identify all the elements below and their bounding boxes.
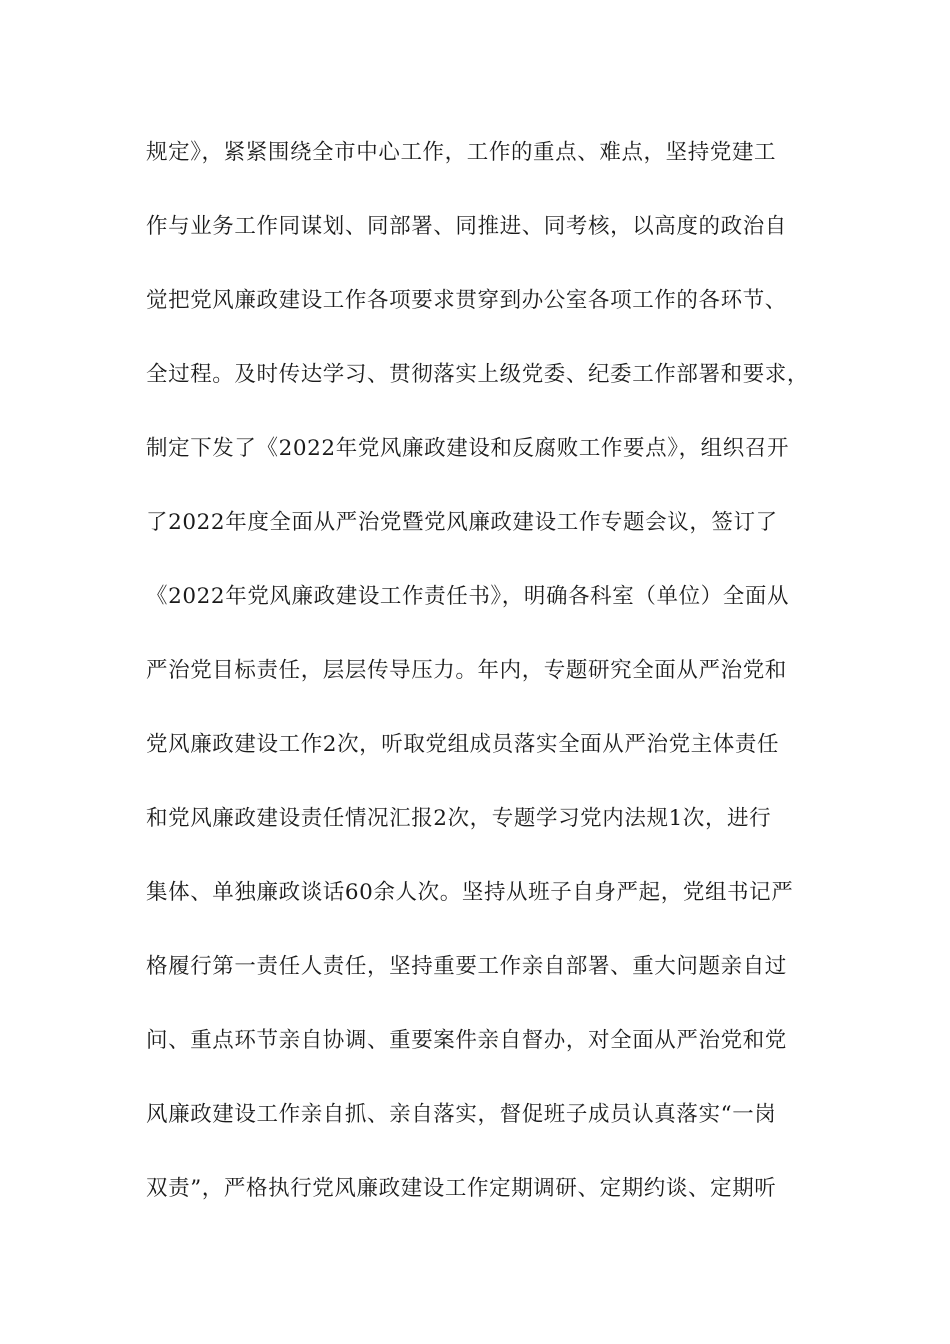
text-line: 全过程。及时传达学习、贯彻落实上级党委、纪委工作部署和要求， [146,362,810,387]
text-line: 和党风廉政建设责任情况汇报2次，专题学习党内法规1次，进行 [146,806,772,831]
text-line: 作与业务工作同谋划、同部署、同推进、同考核，以高度的政治自 [146,214,787,239]
text-line: 问、重点环节亲自协调、重要案件亲自督办，对全面从严治党和党 [146,1028,787,1053]
text-line: 规定》，紧紧围绕全市中心工作，工作的重点、难点，坚持党建工 [146,140,777,165]
text-line: 党风廉政建设工作2次，听取党组成员落实全面从严治党主体责任 [146,732,780,757]
text-line: 双责”，严格执行党风廉政建设工作定期调研、定期约谈、定期听 [146,1176,777,1201]
text-line: 格履行第一责任人责任，坚持重要工作亲自部署、重大问题亲自过 [146,954,787,979]
text-line: 了2022年度全面从严治党暨党风廉政建设工作专题会议，签订了 [146,510,778,535]
text-line: 风廉政建设工作亲自抓、亲自落实，督促班子成员认真落实“一岗 [146,1102,777,1127]
text-line: 《2022年党风廉政建设工作责任书》，明确各科室（单位）全面从 [146,584,790,609]
text-line: 集体、单独廉政谈话60余人次。坚持从班子自身严起，党组书记严 [146,880,794,905]
text-line: 制定下发了《2022年党风廉政建设和反腐败工作要点》，组织召开 [146,436,790,461]
text-line: 觉把党风廉政建设工作各项要求贯穿到办公室各项工作的各环节、 [146,288,787,313]
body-text [146,128,810,1238]
text-line: 严治党目标责任，层层传导压力。年内，专题研究全面从严治党和 [146,658,787,683]
